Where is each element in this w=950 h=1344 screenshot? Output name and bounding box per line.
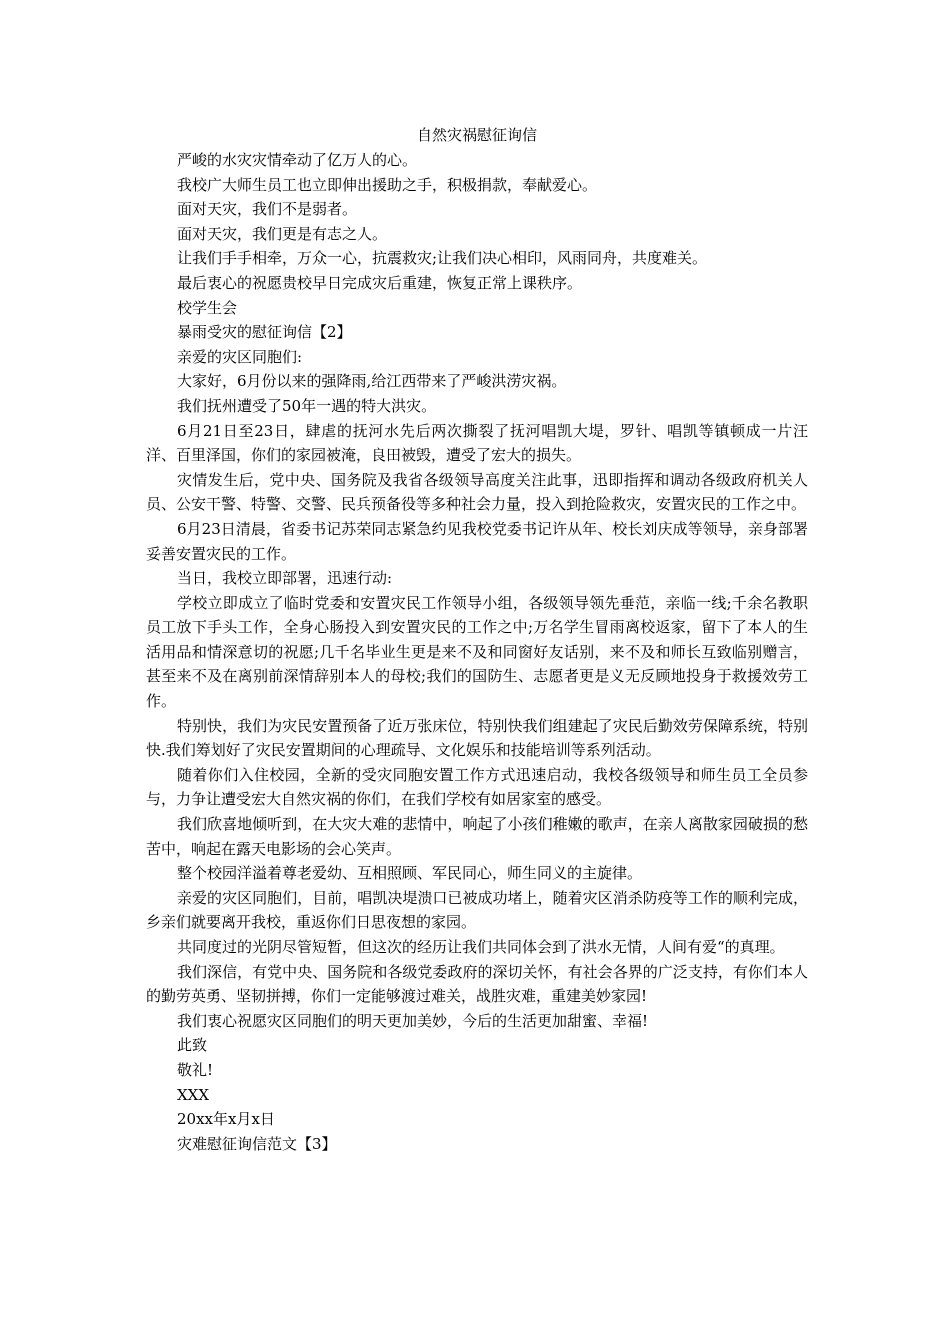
paragraph: 学校立即成立了临时党委和安置灾民工作领导小组，各级领导领先垂范，亲临一线;千余名教职员工放下手头工作，全身心肠投入到安置灾民的工作之中;万名学生冒雨离校返家，留下了本人的生活用品和情深意切的祝愿;几千名毕业生更是来不及和同窗好友话别，来不及和师长互致临别赠言，甚至来不及在离别前深情辞别本人的母校;我们的国防生、志愿者更是义无反顾地投身于救援效劳工作。: [146, 593, 808, 711]
section-heading: 暴雨受灾的慰征询信【2】: [177, 323, 352, 342]
paragraph: 6月23日清晨，省委书记苏荣同志紧急约见我校党委书记许从年、校长刘庆成等领导，亲身部署妥善安置灾民的工作。: [146, 519, 808, 563]
closing: 敬礼!: [177, 1060, 214, 1079]
document-title: 自然灾祸慰征询信: [416, 126, 537, 144]
document-body: [146, 148, 808, 1156]
paragraph: 让我们手手相牵，万众一心，抗震救灾;让我们决心相印，风雨同舟，共度难关。: [177, 249, 708, 268]
paragraph: 面对天灾，我们不是弱者。: [177, 200, 358, 219]
signature-org: 校学生会: [177, 298, 238, 317]
paragraph: 我们欣喜地倾听到，在大灾大难的悲情中，响起了小孩们稚嫩的歌声，在亲人离散家园破损的愁苦中，响起在露天电影场的会心笑声。: [146, 815, 808, 858]
paragraph: 大家好，6月份以来的强降雨,给江西带来了严峻洪涝灾祸。: [177, 372, 567, 391]
paragraph: 我们深信，有党中央、国务院和各级党委政府的深切关怀，有社会各界的广泛支持，有你们本人的勤劳英勇、坚韧拼搏，你们一定能够渡过难关，战胜灾难，重建美妙家园!: [146, 962, 808, 1006]
salutation: 亲爱的灾区同胞们:: [177, 347, 303, 366]
document-page: [146, 122, 808, 1156]
paragraph: 当日，我校立即部署，迅速行动:: [177, 569, 393, 588]
signature: XXX: [177, 1085, 210, 1104]
paragraph: 我们抚州遭受了50年一遇的特大洪灾。: [177, 396, 437, 415]
paragraph: 灾情发生后，党中央、国务院及我省各级领导高度关注此事，迅即指挥和调动各级政府机关人员、公安干警、特警、交警、民兵预备役等多种社会力量，投入到抢险救灾，安置灾民的工作之中。: [146, 470, 808, 514]
paragraph: 最后衷心的祝愿贵校早日完成灾后重建，恢复正常上课秩序。: [177, 273, 583, 292]
paragraph: 随着你们入住校园，全新的受灾同胞安置工作方式迅速启动，我校各级领导和师生员工全员参与，力争让遭受宏大自然灾祸的你们，在我们学校有如居家室的感受。: [146, 765, 808, 809]
date: 20xx年x月x日: [177, 1110, 275, 1129]
section-heading: 灾难慰征询信范文【3】: [177, 1134, 337, 1153]
paragraph: 我们衷心祝愿灾区同胞们的明天更加美妙，今后的生活更加甜蜜、幸福!: [177, 1011, 649, 1030]
paragraph: 共同度过的光阴尽管短暂，但这次的经历让我们共同体会到了洪水无情，人间有爱“的真理。: [177, 938, 785, 956]
paragraph: 特别快，我们为灾民安置预备了近万张床位，特别快我们组建起了灾民后勤效劳保障系统，特别快.我们筹划好了灾民安置期间的心理疏导、文化娱乐和技能培训等系列活动。: [146, 716, 808, 760]
paragraph: 亲爱的灾区同胞们，目前，唱凯决堤溃口已被成功堵上，随着灾区消杀防疫等工作的顺利完成，乡亲们就要离开我校，重返你们日思夜想的家园。: [146, 888, 808, 932]
paragraph: 整个校园洋溢着尊老爱幼、互相照顾、军民同心，师生同义的主旋律。: [177, 864, 643, 883]
paragraph: 面对天灾，我们更是有志之人。: [177, 224, 388, 243]
paragraph: 严峻的水灾灾情牵动了亿万人的心。: [177, 151, 418, 169]
closing: 此致: [177, 1036, 208, 1055]
paragraph: 我校广大师生员工也立即伸出援助之手，积极捐款，奉献爱心。: [177, 175, 598, 194]
paragraph: 6月21日至23日，肆虐的抚河水先后两次撕裂了抚河唱凯大堤，罗针、唱凯等镇顿成一片汪洋、百里泽国，你们的家园被淹，良田被毁，遭受了宏大的损失。: [146, 421, 808, 465]
